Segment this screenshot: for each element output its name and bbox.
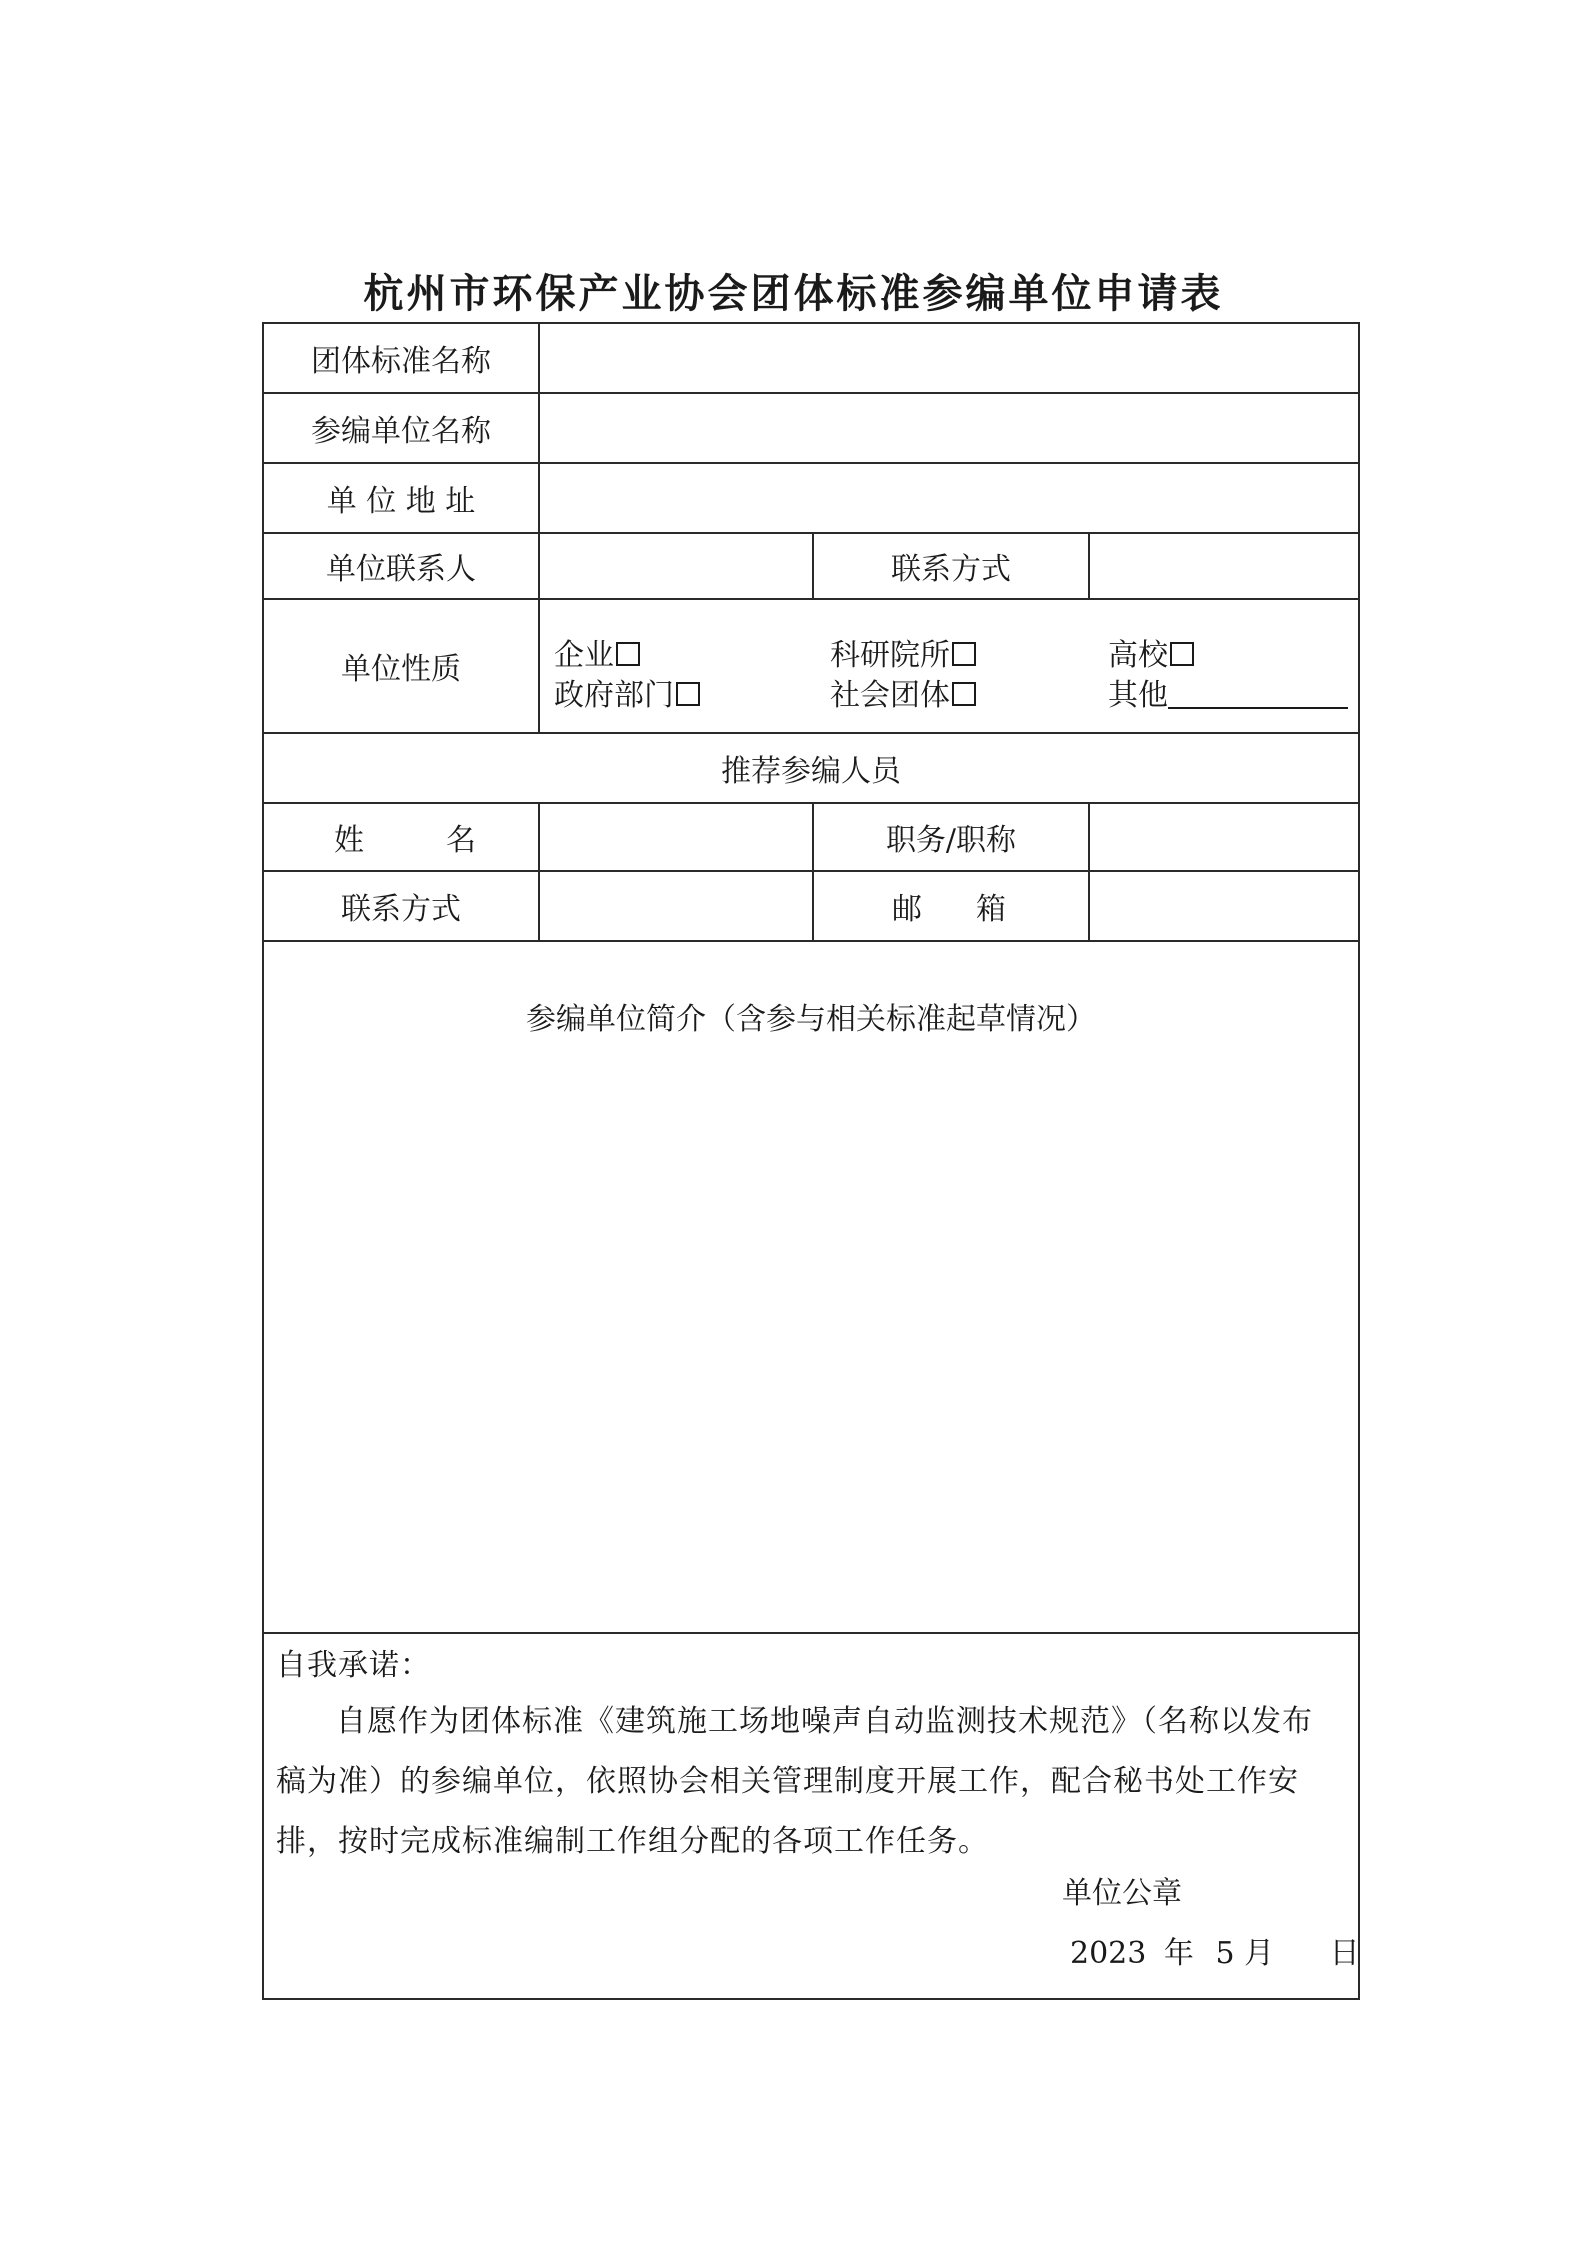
- option-label: 科研院所: [830, 638, 950, 673]
- name-label-char: 名: [446, 823, 476, 858]
- checkbox-icon[interactable]: [1170, 642, 1194, 666]
- option-label: 企业: [554, 638, 614, 673]
- option-research-institute[interactable]: [830, 630, 976, 674]
- unit-name-field[interactable]: [540, 394, 1358, 462]
- email-label: [814, 872, 1088, 940]
- signature-date: [1070, 1928, 1360, 1972]
- checkbox-icon[interactable]: [676, 682, 700, 706]
- contact-method-label: 联系方式: [891, 552, 1011, 587]
- contact-person-field[interactable]: [540, 534, 812, 598]
- unit-nature-label: 单位性质: [341, 652, 461, 687]
- email-field[interactable]: [1090, 872, 1358, 940]
- email-label-char: 箱: [976, 892, 1006, 927]
- personnel-contact-label: 联系方式: [341, 892, 461, 927]
- intro-text-area[interactable]: [264, 1052, 1358, 1630]
- row-divider: [262, 1632, 1360, 1634]
- personnel-contact-field[interactable]: [540, 872, 812, 940]
- option-social-organization[interactable]: [830, 670, 976, 714]
- name-field[interactable]: [540, 804, 812, 870]
- option-label: 政府部门: [554, 678, 674, 713]
- name-label-char: 姓: [334, 823, 364, 858]
- option-label: 社会团体: [830, 678, 950, 713]
- date-day-unit: 日: [1329, 1936, 1360, 1971]
- form-border-bottom: [262, 1998, 1360, 2000]
- date-month-unit: 月: [1244, 1936, 1275, 1971]
- date-month: 5: [1215, 1936, 1235, 1971]
- checkbox-icon[interactable]: [952, 682, 976, 706]
- date-year: 2023: [1070, 1936, 1147, 1971]
- other-fill-line[interactable]: [1168, 679, 1348, 709]
- standard-name-field[interactable]: [540, 324, 1358, 392]
- commitment-body: 自愿作为团体标准《建筑施工场地噪声自动监测技术规范》（名称以发布稿为准）的参编单位，依照协会相关管理制度开展工作，配合秘书处工作安排，按时完成标准编制工作组分配的各项工作任务。: [276, 1704, 1313, 1859]
- address-label: 单 位 地 址: [326, 484, 476, 519]
- option-label: 高校: [1108, 638, 1168, 673]
- address-field[interactable]: [540, 464, 1358, 532]
- standard-name-label: 团体标准名称: [311, 344, 491, 379]
- row-divider: [262, 940, 1360, 942]
- seal-label: 单位公章: [1062, 1876, 1182, 1911]
- unit-name-label: 参编单位名称: [311, 414, 491, 449]
- option-label: 其他: [1108, 678, 1168, 713]
- personnel-section-title: 推荐参编人员: [721, 754, 901, 789]
- option-other[interactable]: [1108, 670, 1348, 714]
- application-form: [262, 322, 1360, 2240]
- email-label-char: 邮: [892, 892, 922, 927]
- date-year-unit: 年: [1163, 1936, 1194, 1971]
- intro-title: 参编单位简介（含参与相关标准起草情况）: [526, 1002, 1096, 1037]
- checkbox-icon[interactable]: [616, 642, 640, 666]
- option-university[interactable]: [1108, 630, 1194, 674]
- contact-person-label: 单位联系人: [326, 552, 476, 587]
- contact-method-field[interactable]: [1090, 534, 1358, 598]
- form-border-right: [1358, 322, 1360, 2000]
- checkbox-icon[interactable]: [952, 642, 976, 666]
- position-field[interactable]: [1090, 804, 1358, 870]
- option-enterprise[interactable]: [554, 630, 640, 674]
- commitment-heading: 自我承诺：: [276, 1648, 431, 1683]
- form-title: 杭州市环保产业协会团体标准参编单位申请表: [363, 271, 1224, 317]
- name-label: [264, 804, 538, 870]
- position-label: 职务/职称: [885, 823, 1017, 858]
- option-government[interactable]: [554, 670, 700, 714]
